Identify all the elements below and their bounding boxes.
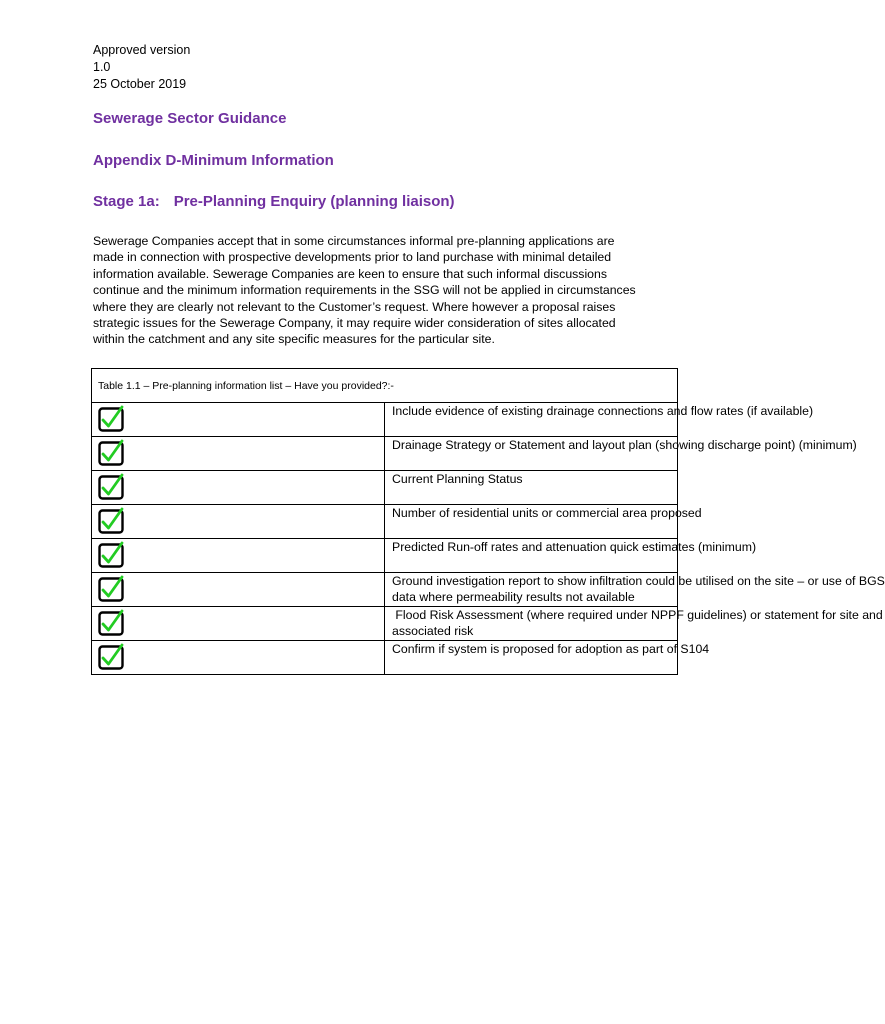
approval-status: Approved version [93,43,191,57]
checkbox-cell [92,505,385,539]
item-line: data where permeability results not available [392,590,635,605]
item-line: associated risk [392,624,474,639]
checklist-item-text [385,403,814,437]
checked-box-icon[interactable] [98,406,125,433]
table-row [92,573,678,607]
paragraph-line: within the catchment and any site specific measures for the particular site. [93,332,495,347]
checked-box-icon[interactable] [98,440,125,467]
checkbox-cell [92,573,385,607]
item-line: Ground investigation report to show infiltration could be utilised on the site – or use of BGS [392,574,885,588]
checklist-item-text [385,505,702,539]
checked-box-icon[interactable] [98,474,125,501]
table-row [92,607,678,641]
paragraph-line: strategic issues for the Sewerage Company, it may require wider consideration of sites allocated [93,316,616,331]
pre-planning-checklist-table [91,368,885,675]
checked-box-icon[interactable] [98,576,125,603]
document-meta [93,42,190,93]
table-row [92,505,678,539]
version-number: 1.0 [93,60,111,74]
item-line: Include evidence of existing drainage connections and flow rates (if available) [392,404,814,418]
document-date: 25 October 2019 [93,77,187,91]
checked-box-icon[interactable] [98,610,125,637]
checked-box-icon[interactable] [98,508,125,535]
checklist-item-text [385,641,710,675]
item-line: Current Planning Status [392,472,523,486]
table-row [92,641,678,675]
checklist-item-text [385,539,757,573]
paragraph-line: made in connection with prospective developments prior to land purchase with minimal detailed [93,250,612,265]
intro-paragraph [93,233,683,348]
checkbox-cell [92,539,385,573]
stage-title: Pre-Planning Enquiry (planning liaison) [173,193,455,210]
paragraph-line: where they are clearly not relevant to the Customer’s request. Where however a proposal raises [93,299,616,314]
checklist-item-text [385,573,885,607]
checkbox-cell [92,471,385,505]
checked-box-icon[interactable] [98,644,125,671]
paragraph-line: Sewerage Companies accept that in some circumstances informal pre-planning applications are [93,234,615,248]
checklist-item-text [385,607,883,641]
table-row [92,437,678,471]
table-caption-row [92,369,678,403]
checkbox-cell [92,641,385,675]
checkbox-cell [92,607,385,641]
item-line: Confirm if system is proposed for adoption as part of S104 [392,642,710,656]
table-row [92,403,678,437]
sector-heading: Sewerage Sector Guidance [93,110,287,127]
item-line: Predicted Run-off rates and attenuation quick estimates (minimum) [392,540,757,554]
item-line: Flood Risk Assessment (where required under NPPF guidelines) or statement for site and [392,608,883,622]
table-row [92,539,678,573]
checkbox-cell [92,437,385,471]
checklist-item-text [385,437,857,471]
checkbox-cell [92,403,385,437]
paragraph-line: continue and the minimum information requirements in the SSG will not be applied in circumstances [93,283,636,298]
item-line: Drainage Strategy or Statement and layout plan (showing discharge point) (minimum) [392,438,857,452]
item-line: Number of residential units or commercial area proposed [392,506,702,520]
stage-label: Stage 1a: [93,193,160,210]
stage-heading [93,193,455,210]
paragraph-line: information available. Sewerage Companies are keen to ensure that such informal discussions [93,266,608,281]
table-caption: Table 1.1 – Pre-planning information list – Have you provided?:- [92,369,678,403]
appendix-heading: Appendix D-Minimum Information [93,152,334,169]
table-row [92,471,678,505]
checked-box-icon[interactable] [98,542,125,569]
checklist-item-text [385,471,678,505]
